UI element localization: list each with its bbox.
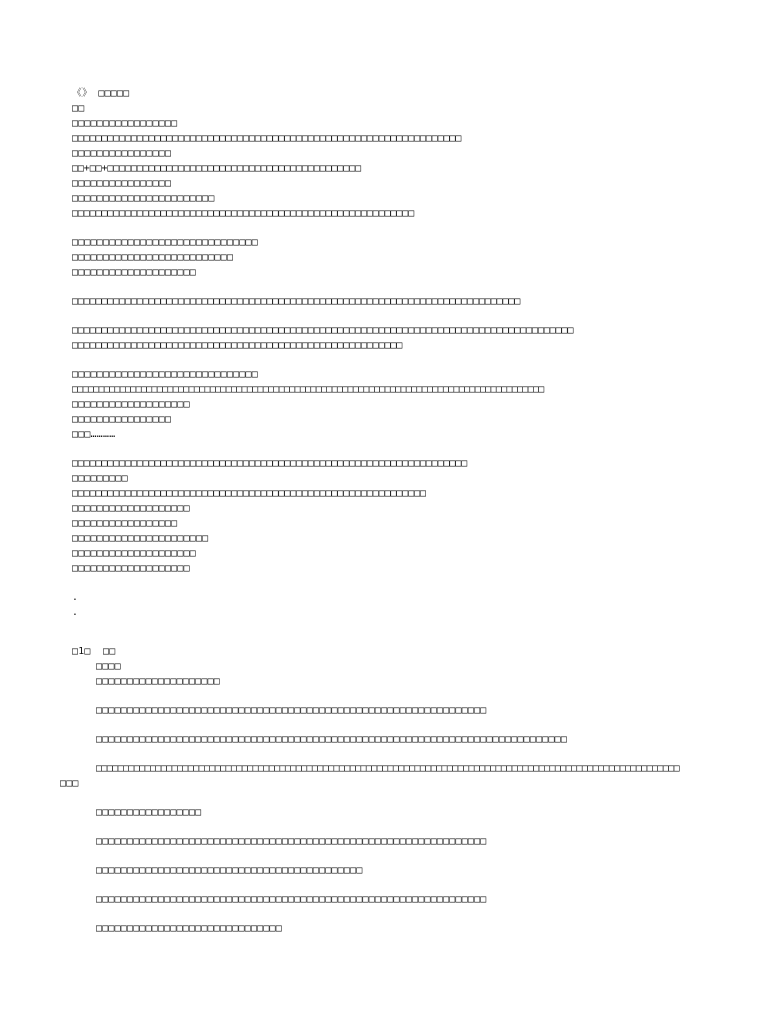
section-heading: □1□ □□ [72, 646, 116, 657]
text-line: □□□□□□□□□□□□□□□□□□□□□□□□□□□□□□□□□□□□□□□□□□□□□□□□□□□□□□□□□□□□□□□□□□□□□□□□□□□□□□□□□□□□□ [72, 325, 574, 336]
paragraph-continuation: □□□ [60, 778, 79, 789]
text-line: □□□………… [72, 429, 116, 440]
text-line: □□□□□□□□□□□□□□□□□□□□□□□□□□ [72, 252, 234, 263]
paragraph: □□□□□□□□□□□□□□□□□□□□□□□□□□□□□□□□□□□□□□□□□□□ [96, 865, 363, 876]
paragraph: □□□□□□□□□□□□□□□□□□□□□□□□□□□□□□ [96, 923, 282, 934]
text-line: □□□□□□□□□□□□□□□□□□□ [72, 563, 190, 574]
text-line: □□□□□□□□□□□□□□□□□□□□□□ [72, 533, 209, 544]
text-line: □□□□□□□□□□□□□□□□□□□□ [72, 548, 196, 559]
text-line: □□□□□□□□□□□□□□□□□□□□□□□□□□□□□□□□□□□□□□□□□□□□□□□□□□□□□□□□□□ [72, 208, 415, 219]
text-line: □□□□□□□□□□□□□□□□□□□□□□□ [72, 193, 215, 204]
text-line: □□□□□□□□□□□□□□□□ [72, 414, 172, 425]
text-line: □□□□□□□□□□□□□□□□□□□ [72, 503, 190, 514]
text-line: □□□□□□□□□□□□□□□□□□□□□□□□□□□□□□□□□□□□□□□□□□□□□□□□□□□□□□□□□□□□□□□□□□□□□□□□□□□□□□□□□□□□□□□□□ [72, 384, 544, 395]
paragraph: □□□□□□□□□□□□□□□□□□□□□□□□□□□□□□□□□□□□□□□□□□□□□□□□□□□□□□□□□□□□□□□□□□□□□□□□□□□□□□□□□□□□□□□□□□□□□□□□□□□□□□□□□□□□ [96, 763, 680, 774]
text-line: □□□□□□□□□□□□□□□□ [72, 148, 172, 159]
text-line: □□□□□□□□□□□□□□□□□□□□□□□□□□□□□□ [72, 237, 258, 248]
paragraph: □□□□□□□□□□□□□□□□□ [96, 807, 202, 818]
paragraph: □□□□□□□□□□□□□□□□□□□□□□□□□□□□□□□□□□□□□□□□□□□□□□□□□□□□□□□□□□□□□□□ [96, 705, 487, 716]
text-line: □□□□□□□□□□□□□□□□□□□□□□□□□□□□□□□□□□□□□□□□□□□□□□□□□□□□□□□□□□□□□□□□□□□□□□□□□□□□ [72, 296, 521, 307]
document-body [72, 86, 712, 620]
section-1 [60, 644, 712, 936]
text-line: □□□□□□□□□□□□□□□□□□□ [72, 399, 190, 410]
ellipsis-dot: . [72, 607, 79, 618]
text-line: □□□□□□□□□□□□□□□□□ [72, 118, 178, 129]
text-line: □□□□□□□□□□□□□□□□□□□□□□□□□□□□□□ [72, 369, 258, 380]
section-subheading: □□□□□□□□□□□□□□□□□□□□ [96, 676, 220, 687]
ellipsis-dot: . [72, 592, 79, 603]
text-line: □□□□□□□□□□□□□□□□□□□□□□□□□□□□□□□□□□□□□□□□□□□□□□□□□□□□□□□□□□□□□□□□□□□ [72, 458, 468, 469]
text-line: □□□□□□□□□□□□□□□□□□□□□□□□□□□□□□□□□□□□□□□□□□□□□□□□□□□□□□□□□□□□□□□□□□ [72, 133, 462, 144]
text-line: □□□□□□□□□ [72, 473, 128, 484]
text-line: □□□□□□□□□□□□□□□□□□□□□□□□□□□□□□□□□□□□□□□□□□□□□□□□□□□□□□□□ [72, 340, 403, 351]
text-line: □□□□□□□□□□□□□□□□ [72, 178, 172, 189]
paragraph: □□□□□□□□□□□□□□□□□□□□□□□□□□□□□□□□□□□□□□□□□□□□□□□□□□□□□□□□□□□□□□□ [96, 894, 487, 905]
text-line: □□□□□□□□□□□□□□□□□□□□ [72, 267, 196, 278]
paragraph: □□□□□□□□□□□□□□□□□□□□□□□□□□□□□□□□□□□□□□□□□□□□□□□□□□□□□□□□□□□□□□□□□□□□□□□□□□□□ [96, 734, 568, 745]
document-title: 《》 □□□□□ [72, 88, 130, 99]
text-line: □□+□□+□□□□□□□□□□□□□□□□□□□□□□□□□□□□□□□□□□□□□□□□□□□ [72, 163, 362, 174]
text-line: □□□□□□□□□□□□□□□□□□□□□□□□□□□□□□□□□□□□□□□□□□□□□□□□□□□□□□□□□□□□ [72, 488, 426, 499]
section-subheading: □□□□ [96, 661, 121, 672]
text-line: □□ [72, 103, 85, 114]
text-line: □□□□□□□□□□□□□□□□□ [72, 518, 178, 529]
paragraph: □□□□□□□□□□□□□□□□□□□□□□□□□□□□□□□□□□□□□□□□□□□□□□□□□□□□□□□□□□□□□□□ [96, 836, 487, 847]
